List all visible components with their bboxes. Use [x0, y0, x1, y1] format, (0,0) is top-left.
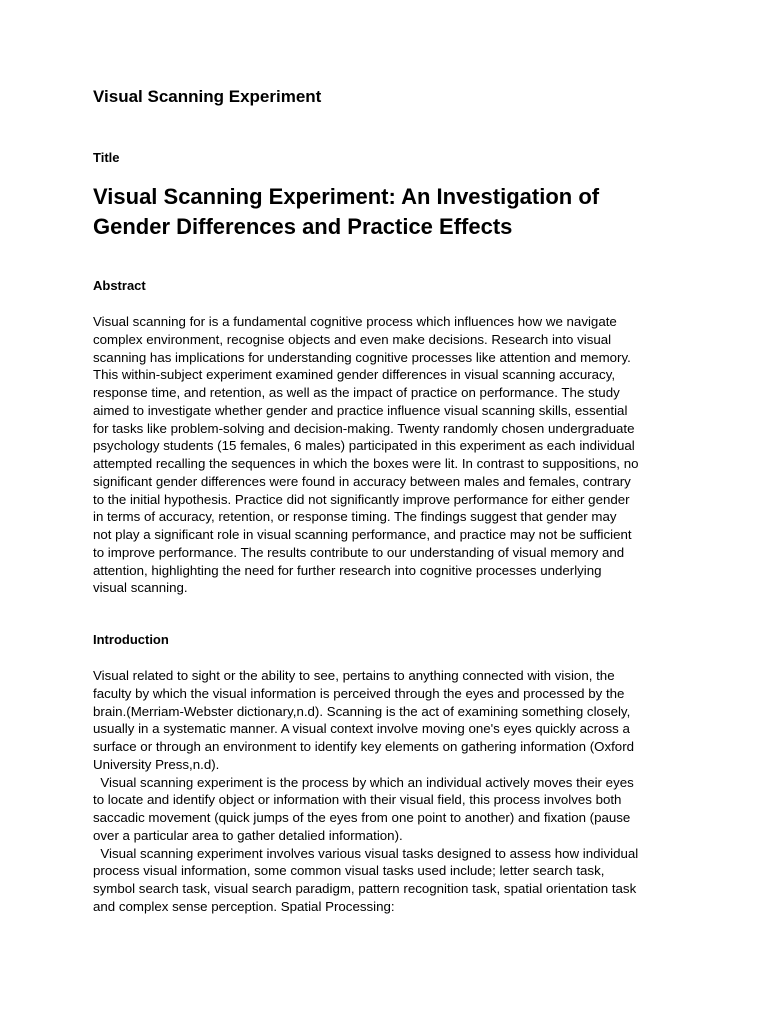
- abstract-line: response time, and retention, as well as the impact of practice on performance. The study: [93, 385, 620, 400]
- abstract-line: psychology students (15 females, 6 males) participated in this experiment as each individual: [93, 438, 635, 454]
- introduction-line: brain.(Merriam-Webster dictionary,n.d). Scanning is the act of examining something closely,: [93, 703, 631, 719]
- abstract-heading: Abstract: [93, 278, 146, 293]
- abstract-line: attempted recalling the sequences in which the boxes were lit. In contrast to suppositions, no: [93, 456, 639, 471]
- abstract-line: scanning has implications for understanding cognitive processes like attention and memory.: [93, 349, 631, 365]
- introduction-line: University Press,n.d).: [93, 756, 220, 772]
- introduction-line: over a particular area to gather detalied information).: [93, 827, 403, 843]
- abstract-line: This within-subject experiment examined gender differences in visual scanning accuracy,: [93, 367, 616, 383]
- abstract-line: for tasks like problem-solving and decision-making. Twenty randomly chosen undergraduate: [93, 420, 635, 436]
- abstract-line: to improve performance. The results contribute to our understanding of visual memory and: [93, 544, 625, 560]
- introduction-line: faculty by which the visual information is perceived through the eyes and processed by the: [93, 685, 625, 701]
- paper-title-line: Visual Scanning Experiment: An Investigation of: [93, 184, 600, 209]
- introduction-line: surface or through an environment to identify key elements on gathering information (Oxford: [93, 739, 635, 754]
- introduction-line: usually in a systematic manner. A visual context involve moving one's eyes quickly across a: [93, 721, 630, 737]
- introduction-line: symbol search task, visual search paradigm, pattern recognition task, spatial orientation task: [93, 881, 637, 896]
- introduction-line: Visual scanning experiment involves various visual tasks designed to assess how individual: [93, 845, 639, 861]
- abstract-line: complex environment, recognise objects and even make decisions. Research into visual: [93, 331, 612, 347]
- introduction-line: Visual scanning experiment is the process by which an individual actively moves their eyes: [93, 774, 634, 790]
- introduction-line: and complex sense perception. Spatial Processing:: [93, 898, 395, 914]
- abstract-line: Visual scanning for is a fundamental cognitive process which influences how we navigate: [93, 314, 617, 329]
- introduction-heading: Introduction: [93, 632, 169, 647]
- abstract-line: significant gender differences were found in accuracy between males and females, contrary: [93, 473, 631, 489]
- paper-title: [93, 182, 693, 242]
- abstract-line: to the initial hypothesis. Practice did not significantly improve performance for either gender: [93, 491, 630, 507]
- introduction-paragraph: [93, 667, 683, 916]
- introduction-line: saccadic movement (quick jumps of the eyes from one point to another) and fixation (pause: [93, 810, 631, 825]
- abstract-line: aimed to investigate whether gender and practice influence visual scanning skills, essential: [93, 402, 628, 418]
- abstract-line: attention, highlighting the need for further research into cognitive processes underlying: [93, 562, 602, 578]
- introduction-line: Visual related to sight or the ability to see, pertains to anything connected with vision, the: [93, 668, 615, 683]
- abstract-paragraph: [93, 313, 683, 597]
- introduction-line: to locate and identify object or information with their visual field, this process involves both: [93, 792, 622, 808]
- paper-title-line: Gender Differences and Practice Effects: [93, 214, 513, 239]
- abstract-line: in terms of accuracy, retention, or response timing. The findings suggest that gender may: [93, 509, 617, 525]
- introduction-line: process visual information, some common visual tasks used include; letter search task,: [93, 863, 605, 879]
- abstract-line: visual scanning.: [93, 580, 188, 596]
- title-label: Title: [93, 150, 120, 165]
- abstract-line: not play a significant role in visual scanning performance, and practice may not be sufficient: [93, 527, 632, 542]
- document-heading: Visual Scanning Experiment: [93, 87, 322, 106]
